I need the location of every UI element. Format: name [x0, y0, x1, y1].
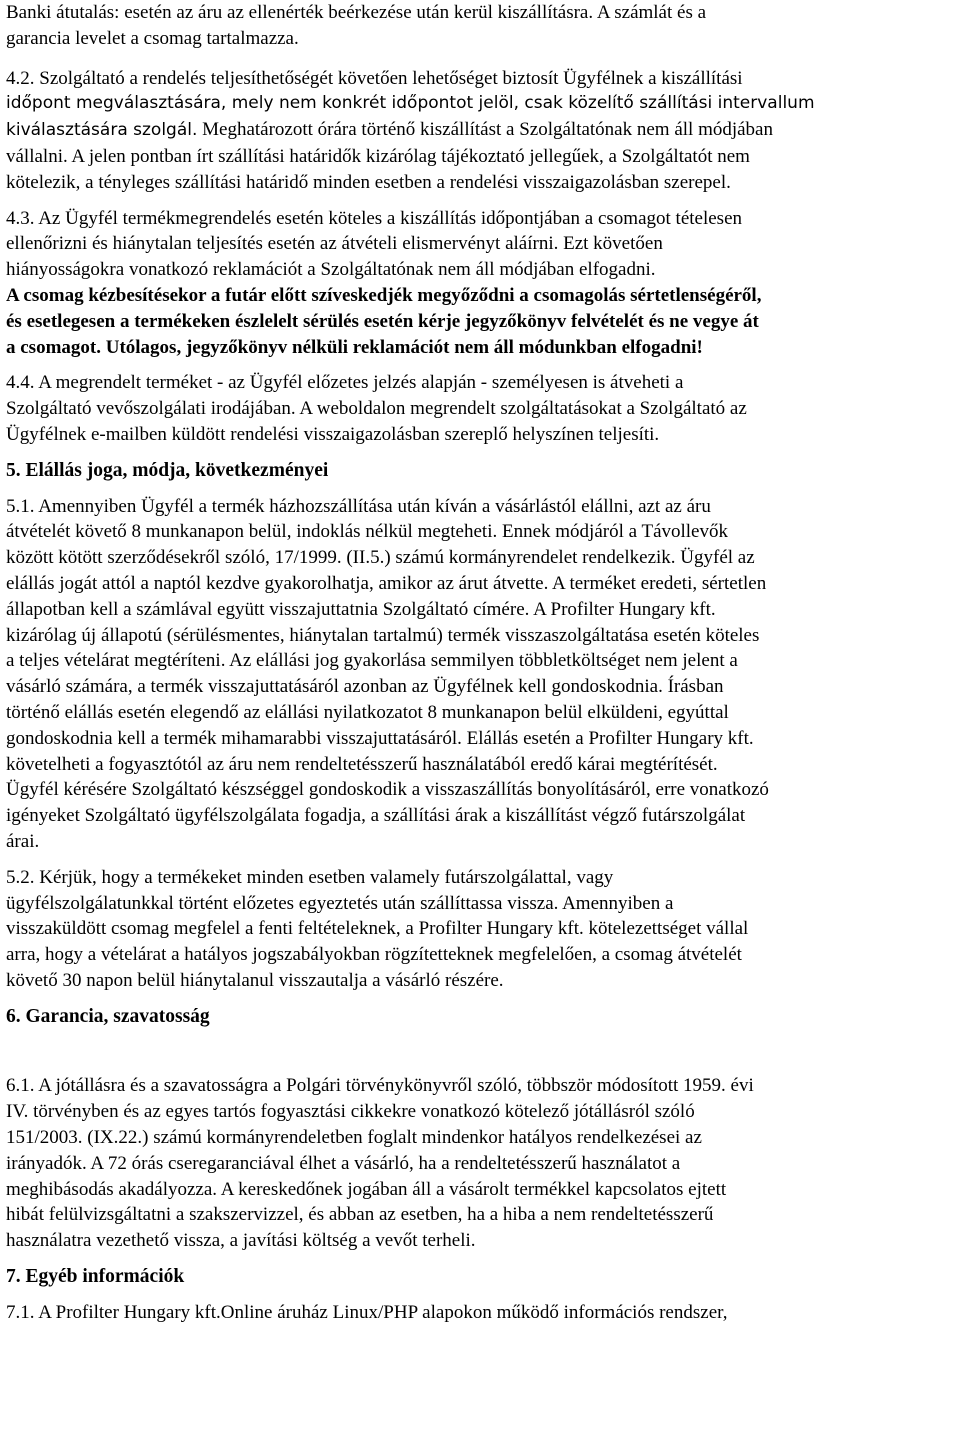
paragraph-5-1	[6, 494, 954, 855]
text-line: használatra vezethető vissza, a javítási költség a vevőt terheli.	[6, 1230, 476, 1252]
text-line: 151/2003. (IX.22.) számú kormányrendeletben foglalt mindenkor hatályos rendelkezései az	[6, 1127, 702, 1149]
text-run: kiválasztására szolgál.	[6, 120, 198, 141]
document-page	[6, 0, 954, 1326]
text-line: 5.2. Kérjük, hogy a termékeket minden esetben valamely futárszolgálattal, vagy	[6, 866, 614, 888]
text-line: követelheti a fogyasztótól az áru nem rendeltetésszerű használatából eredő kárai megtérítését.	[6, 753, 718, 775]
text-line: ügyfélszolgálatunkkal történt előzetes egyeztetés után szállíttassa vissza. Amennyiben a	[6, 892, 674, 914]
text-line: kötelezik, a tényleges szállítási határidő minden esetben a rendelési visszaigazolásban szerepel.	[6, 171, 731, 193]
bold-text-line: a csomagot. Utólagos, jegyzőkönyv nélküli reklamációt nem áll módunkban elfogadni!	[6, 336, 703, 358]
paragraph-4-3	[6, 206, 954, 361]
text-line: között kötött szerződésekről szóló, 17/1999. (II.5.) számú kormányrendelet rendelkezik. Ügyfél az	[6, 547, 755, 569]
text-line: 7.1. A Profilter Hungary kft.Online áruház Linux/PHP alapokon működő információs rendszer,	[6, 1301, 728, 1323]
text-line: hibát felülvizsgáltatni a szakszervizzel, és abban az esetben, ha a hiba a nem rendeltetésszerű	[6, 1204, 714, 1226]
text-line: 4.3. Az Ügyfél termékmegrendelés esetén köteles a kiszállítás időpontjában a csomagot tételesen	[6, 207, 742, 229]
section-heading-5: 5. Elállás joga, módja, következményei	[6, 459, 329, 481]
text-line: meghibásodás akadályozza. A kereskedőnek jogában áll a vásárolt termékkel kapcsolatos ejtett	[6, 1178, 727, 1200]
text-line: a teljes vételárat megtéríteni. Az elállási jog gyakorlása semmilyen többletköltséget nem jelent a	[6, 650, 738, 672]
text-line: visszaküldött csomag megfelel a fenti feltételeknek, a Profilter Hungary kft. kötelezettséget vállal	[6, 918, 749, 940]
text-line: IV. törvényben és az egyes tartós fogyasztási cikkekre vonatkozó kötelező jótállásról szóló	[6, 1101, 695, 1123]
text-line: hiányosságokra vonatkozó reklamációt a Szolgáltatónak nem áll módjában elfogadni.	[6, 259, 656, 281]
text-line: 5.1. Amennyiben Ügyfél a termék házhozszállítása után kíván a vásárlástól elállni, azt az áru	[6, 495, 711, 517]
text-line: Banki átutalás: esetén az áru az ellenérték beérkezése után kerül kiszállításra. A számlát és a	[6, 2, 707, 23]
section-heading-6: 6. Garancia, szavatosság	[6, 1005, 210, 1027]
text-line: elállás jogát attól a naptól kezdve gyakorolhatja, amikor az árut átvette. A terméket eredeti, sértetlen	[6, 572, 767, 594]
text-line: Ügyfélnek e-mailben küldött rendelési visszaigazolásban szereplő helyszínen teljesíti.	[6, 423, 660, 445]
text-line: történő elállás esetén elegendő az elállási nyilatkozatot 8 munkanapon belül elküldeni, egyúttal	[6, 701, 729, 723]
text-line: Ügyfél kérésére Szolgáltató készséggel gondoskodik a visszaszállítás bonyolításáról, erre vonatkozó	[6, 779, 769, 801]
text-line: vásárló számára, a termék visszajuttatásáról azonban az Ügyfélnek kell gondoskodnia. Írásban	[6, 676, 724, 698]
text-line: garancia levelet a csomag tartalmazza.	[6, 27, 299, 49]
text-line: Szolgáltató vevőszolgálati irodájában. A weboldalon megrendelt szolgáltatásokat a Szolgáltató az	[6, 398, 747, 420]
text-line: átvételét követő 8 munkanapon belül, indoklás nélkül megteheti. Ennek módjáról a Távollevők	[6, 521, 728, 543]
text-line-mixed	[6, 117, 954, 144]
text-line: irányadók. A 72 órás cseregaranciával élhet a vásárló, ha a rendeltetésszerű használatot a	[6, 1152, 681, 1174]
text-line: gondoskodnia kell a termék mihamarabbi visszajuttatásáról. Elállás esetén a Profilter Hungary kft.	[6, 727, 754, 749]
text-line: ellenőrizni és hiánytalan teljesítés esetén az átvételi elismervényt aláírni. Ezt követően	[6, 233, 663, 255]
text-line: kizárólag új állapotú (sérülésmentes, hiánytalan tartalmú) termék visszaszolgáltatása esetén köteles	[6, 624, 760, 646]
text-line: igényeket Szolgáltató ügyfélszolgálata fogadja, a szállítási árak a kiszállítást végző futárszolgálat	[6, 805, 746, 827]
text-run: vállalni.	[6, 145, 68, 167]
text-line: állapotban kell a számlával együtt visszajuttatnia Szolgáltató címére. A Profilter Hungary kft.	[6, 598, 716, 620]
text-line: időpont megválasztására, mely nem konkrét időpontot jelöl, csak közelítő szállítási intervallum	[6, 93, 815, 114]
bold-text-line: és esetlegesen a termékeken észlelelt sérülés esetén kérje jegyzőkönyv felvételét és ne vegye át	[6, 310, 759, 332]
text-line: 6.1. A jótállásra és a szavatosságra a Polgári törvénykönyvről szóló, többször módosított 1959. évi	[6, 1075, 754, 1097]
paragraph-4-2	[6, 66, 954, 196]
text-line: 4.2. Szolgáltató a rendelés teljesíthetőségét követően lehetőséget biztosít Ügyfélnek a kiszállítási	[6, 67, 743, 89]
paragraph-7-1	[6, 1300, 954, 1326]
text-line: árai.	[6, 830, 40, 852]
paragraph-6-1	[6, 1073, 954, 1254]
text-line: 4.4. A megrendelt terméket - az Ügyfél előzetes jelzés alapján - személyesen is átveheti a	[6, 372, 684, 394]
text-line: követő 30 napon belül hiánytalanul visszautalja a vásárló részére.	[6, 969, 504, 991]
bold-text-line: A csomag kézbesítésekor a futár előtt szíveskedjék megyőződni a csomagolás sértetlenségéről,	[6, 284, 762, 306]
paragraph-bank-transfer	[6, 0, 954, 52]
paragraph-4-4	[6, 370, 954, 447]
text-line-mixed	[6, 144, 954, 170]
text-line: arra, hogy a vételárat a hatályos jogszabályokban rögzítetteknek megfelelően, a csomag átvételét	[6, 944, 742, 966]
text-run: Meghatározott órára történő kiszállítást a Szolgáltatónak nem áll módjában	[197, 119, 773, 141]
text-run: A jelen pontban írt szállítási határidők kizárólag tájékoztató jellegűek, a Szolgáltatót nem	[67, 145, 750, 167]
section-heading-7: 7. Egyéb információk	[6, 1266, 185, 1288]
paragraph-5-2	[6, 865, 954, 994]
